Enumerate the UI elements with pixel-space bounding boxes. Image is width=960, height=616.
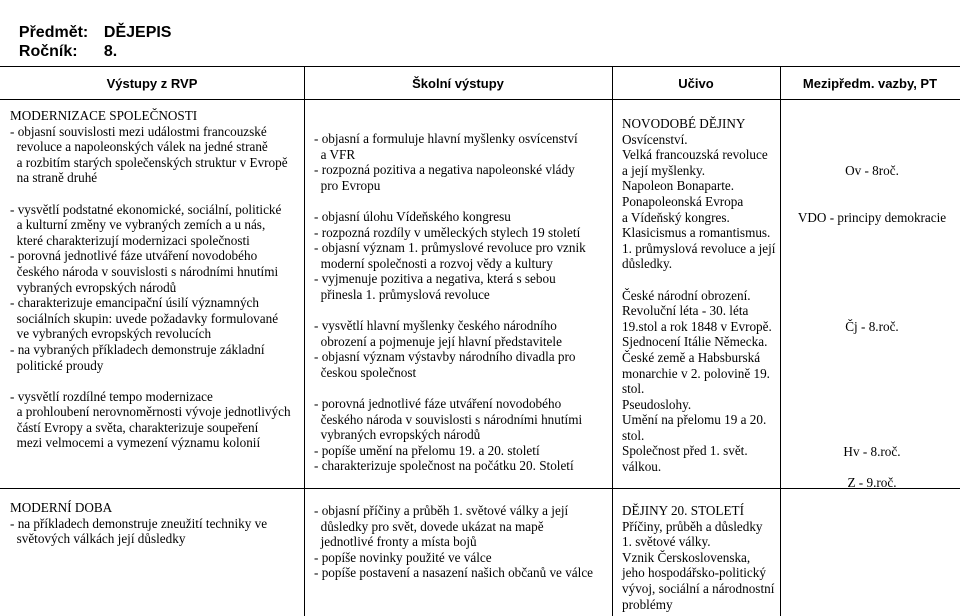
text-line: - rozpozná rozdíly v uměleckých stylech 19 století <box>314 224 581 240</box>
text-line <box>10 186 302 202</box>
row1-rvp-cell <box>10 108 302 451</box>
column-header-school: Školní výstupy <box>412 76 504 91</box>
text-line: které charakterizují modernizaci společnosti <box>10 232 250 248</box>
grade-heading <box>10 23 117 61</box>
text-line: a VFR <box>314 146 356 162</box>
row2-rvp-cell <box>10 500 302 547</box>
text-line: MODERNIZACE SPOLEČNOSTI <box>10 108 198 123</box>
text-line: obrození a pojmenuje její hlavní představitele <box>314 333 562 349</box>
text-line: důsledky pro svět, dovede ukázat na mapě <box>314 518 544 534</box>
text-line: - objasní příčiny a průběh 1. světové války a její <box>314 503 569 518</box>
text-line: stol. <box>622 427 645 443</box>
text-line: - charakterizuje emancipační úsilí významných <box>10 295 259 311</box>
text-line: důsledky. <box>622 256 673 272</box>
column-header-rvp: Výstupy z RVP <box>106 76 198 91</box>
text-line: 1. průmyslová revoluce a její <box>622 240 776 256</box>
grade-value: 8. <box>103 43 118 60</box>
column-header-links: Mezipředm. vazby, PT <box>802 76 938 91</box>
text-line: vybraných evropských národů <box>10 279 177 295</box>
text-line: - na vybraných příkladech demonstruje základní <box>10 341 265 357</box>
text-line: MODERNÍ DOBA <box>10 500 113 515</box>
text-line: NOVODOBÉ DĚJINY <box>622 116 746 131</box>
text-line: - charakterizuje společnost na počátku 20. Století <box>314 458 574 474</box>
text-line: politické proudy <box>10 357 104 373</box>
cross-curricular-link: Z - 9.roč. <box>847 474 897 490</box>
cross-curricular-link: VDO - principy demokracie <box>797 209 947 225</box>
text-line: 19.stol a rok 1848 v Evropě. <box>622 318 772 334</box>
text-line: monarchie v 2. polovině 19. <box>622 365 770 381</box>
text-line: České země a Habsburská <box>622 349 761 365</box>
text-line: vývoj, sociální a národnostní <box>622 580 775 596</box>
text-line: českého národa v souvislosti s národními hnutími <box>314 411 583 427</box>
row2-ucivo-cell <box>622 503 778 612</box>
text-line: Společnost před 1. svět. <box>622 443 748 459</box>
text-line: moderní společnosti a rozvoj vědy a kultury <box>314 255 553 271</box>
text-line: Napoleon Bonaparte. <box>622 178 735 194</box>
text-line: - vysvětlí rozdílné tempo modernizace <box>10 388 213 404</box>
text-line: - objasní význam 1. průmyslové revoluce pro vznik <box>314 240 586 256</box>
text-line: - vysvětlí hlavní myšlenky českého národního <box>314 318 557 334</box>
text-line: českou společnost <box>314 364 417 380</box>
text-line <box>314 381 610 397</box>
text-line: a její myšlenky. <box>622 162 706 178</box>
column-divider-1 <box>304 66 305 616</box>
text-line: revoluce a napoleonských válek na jedné straně <box>10 139 268 155</box>
text-line: válkou. <box>622 459 662 475</box>
text-line: - objasní a formuluje hlavní myšlenky osvícenství <box>314 131 578 146</box>
text-line: - objasní úlohu Vídeňského kongresu <box>314 208 511 224</box>
text-line: Velká francouzská revoluce <box>622 147 768 163</box>
text-line <box>10 373 302 389</box>
grade-label: Ročník: <box>18 43 78 60</box>
text-line: - objasní význam výstavby národního divadla pro <box>314 349 576 365</box>
text-line <box>314 303 610 319</box>
text-line: - na příkladech demonstruje zneužití techniky ve <box>10 515 268 531</box>
text-line: Vznik Čerskoslovenska, <box>622 549 751 565</box>
text-line: částí Evropy a světa, charakterizuje soupeření <box>10 419 259 435</box>
text-line: Klasicismus a romantismus. <box>622 225 771 241</box>
text-line: mezi velmocemi a vymezení významu kolonií <box>10 435 261 451</box>
cross-curricular-link: Čj - 8.roč. <box>845 318 899 334</box>
text-line: a Vídeňský kongres. <box>622 209 730 225</box>
text-line: vybraných evropských národů <box>314 427 481 443</box>
text-line: Příčiny, průběh a důsledky <box>622 518 763 534</box>
text-line: sociálních skupin: uvede požadavky formulované <box>10 310 279 326</box>
text-line: a prohloubení nerovnoměrnosti vývoje jednotlivých <box>10 404 291 420</box>
text-line: a rozbitím starých společenských struktur v Evropě <box>10 154 288 170</box>
text-line: světových válkách její důsledky <box>10 531 186 547</box>
text-line: 1. světové války. <box>622 534 711 550</box>
text-line: českého národa v souvislosti s národními hnutími <box>10 263 279 279</box>
text-line: - popíše novinky použité ve válce <box>314 549 492 565</box>
text-line: přinesla 1. průmyslová revoluce <box>314 286 490 302</box>
column-divider-2 <box>612 66 613 616</box>
text-line: problémy <box>622 596 673 612</box>
text-line <box>622 272 778 288</box>
text-line: DĚJINY 20. STOLETÍ <box>622 503 744 518</box>
header-bottom-border <box>0 99 960 100</box>
text-line: na straně druhé <box>10 170 98 186</box>
text-line <box>314 193 610 209</box>
text-line: ve vybraných evropských revolucích <box>10 326 212 342</box>
text-line: Pseudoslohy. <box>622 396 692 412</box>
subject-value: DĚJEPIS <box>103 24 172 41</box>
subject-label: Předmět: <box>18 24 89 41</box>
text-line: - vyjmenuje pozitiva a negativa, která s sebou <box>314 271 556 287</box>
text-line: Sjednocení Itálie Německa. <box>622 334 768 350</box>
cross-curricular-link: Ov - 8roč. <box>845 162 899 178</box>
text-line: České národní obrození. <box>622 287 751 303</box>
text-line: jeho hospodářsko-politický <box>622 565 766 581</box>
text-line: Revoluční léta - 30. léta <box>622 303 749 319</box>
text-line: Osvícenství. <box>622 131 688 147</box>
text-line: - objasní souvislosti mezi událostmi francouzské <box>10 123 267 139</box>
text-line: - porovná jednotlivé fáze utváření novodobého <box>314 396 562 412</box>
text-line: - popíše postavení a nasazení našich občanů ve válce <box>314 565 594 581</box>
text-line: a kulturní změny ve vybraných zemích a u nás, <box>10 217 266 233</box>
table-top-border <box>0 66 960 67</box>
text-line: - popíše umění na přelomu 19. a 20. století <box>314 442 540 458</box>
cross-curricular-link: Hv - 8.roč. <box>843 443 901 459</box>
text-line: Ponapoleonská Evropa <box>622 193 744 209</box>
row1-ucivo-cell <box>622 116 778 475</box>
column-header-ucivo: Učivo <box>678 76 714 91</box>
column-divider-3 <box>780 66 781 616</box>
text-line: - rozpozná pozitiva a negativa napoleonské vlády <box>314 162 575 178</box>
text-line: Umění na přelomu 19 a 20. <box>622 412 767 428</box>
text-line: stol. <box>622 381 645 397</box>
row2-school-cell <box>314 503 610 581</box>
text-line: jednotlivé fronty a místa bojů <box>314 534 477 550</box>
text-line: - vysvětlí podstatné ekonomické, sociální, politické <box>10 201 282 217</box>
row1-school-cell <box>314 131 610 474</box>
text-line: - porovná jednotlivé fáze utváření novodobého <box>10 248 258 264</box>
text-line: pro Evropu <box>314 177 381 193</box>
